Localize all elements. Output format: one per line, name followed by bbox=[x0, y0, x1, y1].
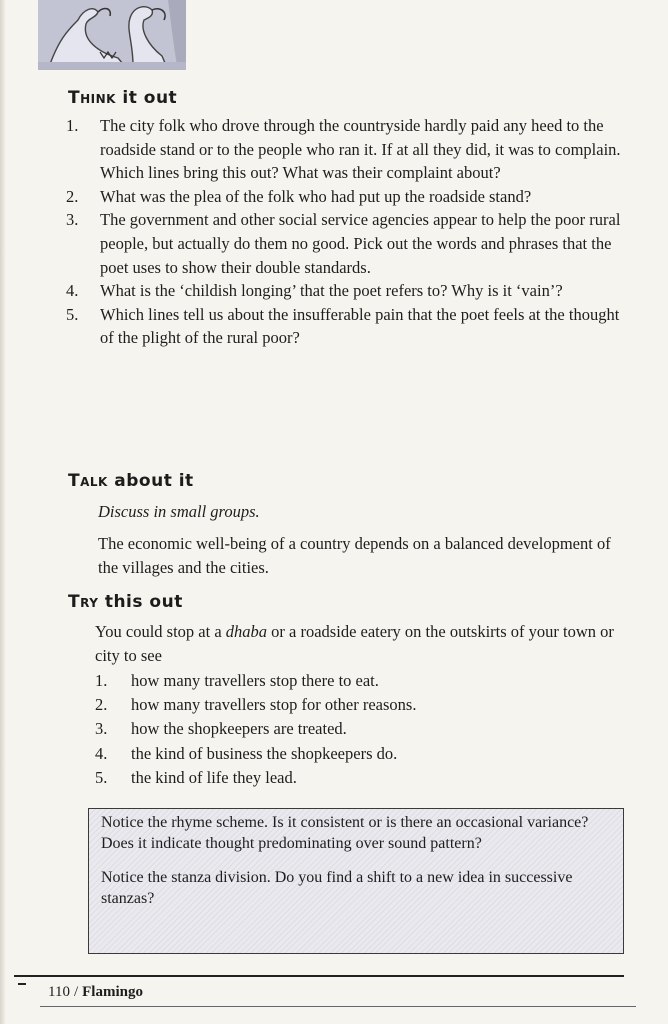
list-item: 3. how the shopkeepers are treated. bbox=[95, 719, 347, 739]
list-item: 2. how many travellers stop for other reasons. bbox=[95, 695, 417, 715]
flamingo-header-illustration bbox=[38, 0, 186, 70]
footer-tick-mark bbox=[18, 983, 26, 985]
try-items-list bbox=[95, 669, 565, 790]
bottom-rule bbox=[40, 1006, 636, 1007]
list-item: 5. the kind of life they lead. bbox=[95, 767, 297, 787]
list-item: 4. What is the ‘childish longing’ that the poet refers to? Why is it ‘vain’? bbox=[66, 281, 563, 301]
try-intro: You could stop at a dhaba or a roadside eatery on the outskirts of your town or city to see bbox=[95, 622, 614, 665]
talk-about-it-heading: TALK about it bbox=[68, 471, 194, 491]
notice-box bbox=[88, 808, 624, 954]
list-item: 2. What was the plea of the folk who had put up the roadside stand? bbox=[66, 186, 532, 206]
talk-topic: The economic well-being of a country depends on a balanced development of the villages and the cities. bbox=[98, 534, 611, 577]
think-it-out-heading: THINK it out bbox=[68, 88, 178, 108]
list-item: 1. how many travellers stop there to eat. bbox=[95, 671, 379, 690]
footer-separator: / bbox=[73, 984, 79, 1000]
try-this-out-heading: TRY this out bbox=[68, 592, 183, 612]
list-item: 1. The city folk who drove through the countryside hardly paid any heed to the roadside stand or to the people who ran it. If at all they did, it was to complain. Which lines bring this out? What was their complaint about? bbox=[66, 116, 621, 183]
talk-instruction: Discuss in small groups. bbox=[98, 502, 260, 521]
page-number: 110 bbox=[48, 984, 70, 1000]
book-title: Flamingo bbox=[82, 984, 143, 1000]
list-item: 5. Which lines tell us about the insufferable pain that the poet feels at the thought of the plight of the rural poor? bbox=[66, 304, 620, 348]
dhaba-term: dhaba bbox=[225, 622, 268, 641]
list-item: 3. The government and other social service agencies appear to help the poor rural people, but actually do them no good. Pick out the words and phrases that the poet uses to show their double standards. bbox=[66, 210, 621, 277]
notice-stanza-paragraph: Notice the stanza division. Do you find a shift to a new idea in successive stanzas? bbox=[101, 869, 573, 907]
think-questions-list bbox=[66, 114, 636, 350]
list-item: 4. the kind of business the shopkeepers do. bbox=[95, 743, 398, 763]
page-edge-shadow bbox=[0, 0, 6, 1024]
footer-divider bbox=[14, 975, 624, 977]
page-footer bbox=[48, 984, 143, 1001]
notice-rhyme-paragraph: Notice the rhyme scheme. Is it consistent or is there an occasional variance? Does it indicate thought predominating over sound pattern? bbox=[101, 814, 589, 852]
